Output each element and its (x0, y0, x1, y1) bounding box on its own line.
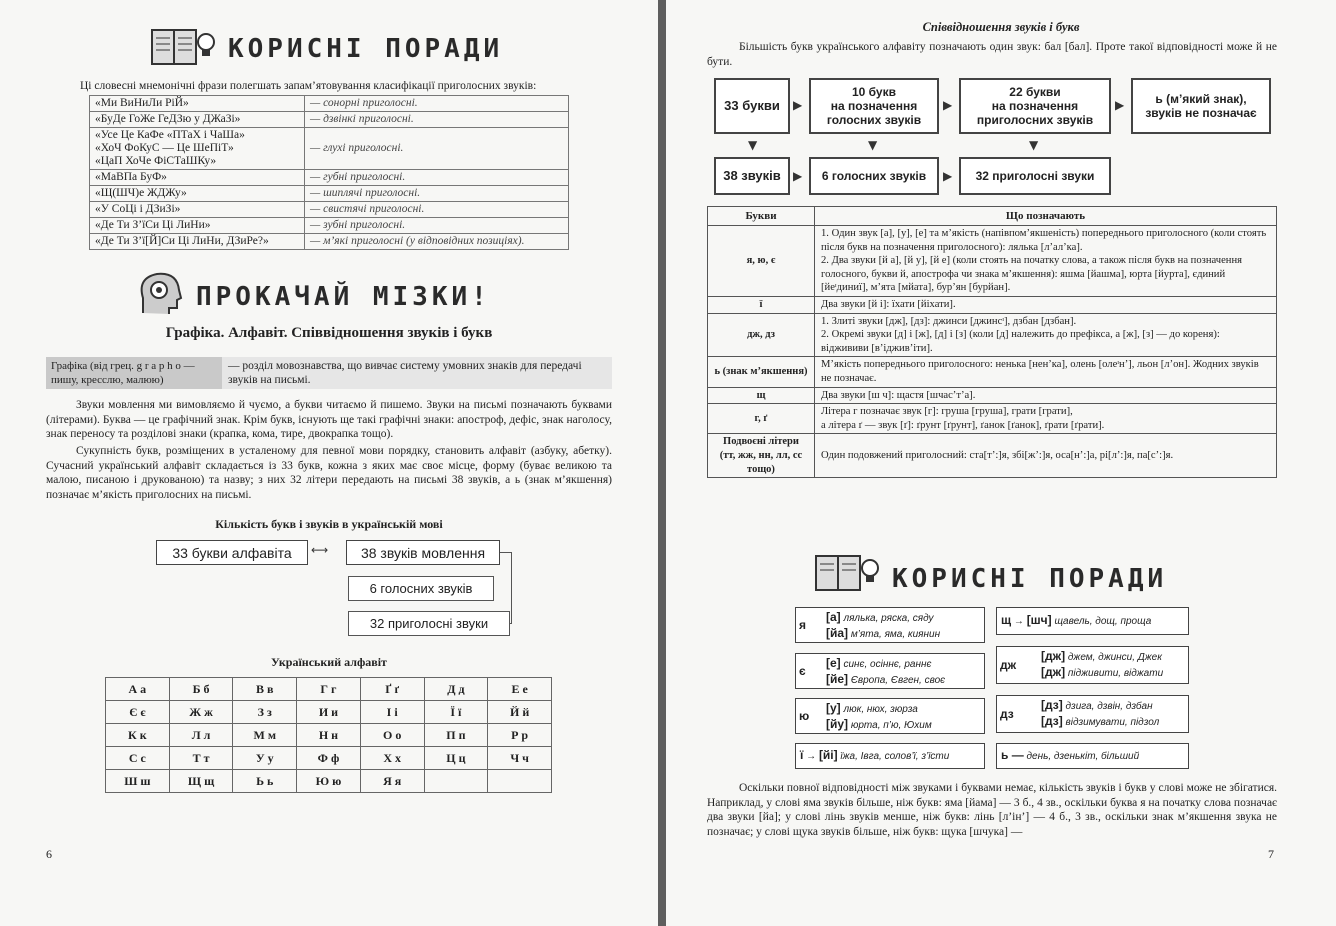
mnemonic-row (90, 234, 569, 250)
tips-title: КОРИСНІ ПОРАДИ (228, 34, 504, 64)
tip-dz: дз [дз] дзига, дзвін, дзбан [дз] відзимувати, підзол (996, 695, 1189, 733)
tips-title-right: КОРИСНІ ПОРАДИ (892, 564, 1168, 594)
page-number-left: 6 (46, 847, 52, 861)
arrow-down-icon: ▼ (868, 138, 878, 152)
alphabet-letter: М м (233, 724, 297, 747)
mnemonic-phrase: «У СоЦі і ДЗиЗі» (90, 202, 305, 218)
letters-box: 33 букви алфавіта (156, 540, 308, 565)
mnemonic-phrase: «МаВПа БуФ» (90, 170, 305, 186)
alphabet-letter: Щ щ (169, 770, 233, 793)
scheme-22-letters: 22 букви на позначення приголосних звуків (959, 78, 1111, 134)
alphabet-letter: Л л (169, 724, 233, 747)
mnemonic-table (89, 95, 569, 250)
alphabet-letter: И и (297, 701, 361, 724)
alphabet-letter: П п (424, 724, 488, 747)
definition-term: Графіка (від грец. g r a p h o — пишу, кресслю, малюю) (46, 357, 222, 389)
paragraph-1: Звуки мовлення ми вимовляємо й чуємо, а букви читаємо й пишемо. Звуки на письмі позначають буквами (літерами). Буква — це графічний знак. Крім букв, існують ще такі графічні знаки: апостроф, дефіс, знак наголосу, знак переносу та розділові знаки (крапка, кома, тире, двокрапка тощо). (46, 399, 612, 441)
alphabet-letter: Р р (488, 724, 552, 747)
definition-text: — розділ мовознавства, що вивчає систему умовних знаків для передачі звуків на письмі. (222, 357, 612, 389)
alphabet-row (106, 770, 552, 793)
scheme-32-consonants: 32 приголосні звуки (959, 157, 1111, 195)
alphabet-letter: О о (360, 724, 424, 747)
mnemonic-row (90, 112, 569, 128)
arrow-right-icon: ▶ (943, 169, 953, 183)
alphabet-letter: С с (106, 747, 170, 770)
arrow-down-icon: ▼ (1029, 138, 1039, 152)
relation-title: Співвідношення звуків і букв (922, 20, 1080, 34)
scheme-soft-sign: ь (м’який знак), звуків не позначає (1131, 78, 1271, 134)
table-value: 1. Злиті звуки [дж], [дз]: джинси [джинсᶦ], дзбан [дзбан]. 2. Окремі звуки [д] і [ж], [д] і [з] (коли [д] належить до префікса, а [ж], [з] — до кореня): віджививи [в’іджив’іти]. (815, 313, 1277, 357)
mnemonic-row (90, 96, 569, 112)
scheme-33-letters: 33 букви (714, 78, 790, 134)
arrow-right-icon: ▶ (1115, 98, 1125, 112)
alphabet-letter: З з (233, 701, 297, 724)
alphabet-letter: Г г (297, 678, 361, 701)
alphabet-letter: Ь ь (233, 770, 297, 793)
table-header: Що позначають (815, 207, 1277, 226)
table-key: я, ю, є (708, 226, 815, 297)
tip-soft-sign: ь — день, дзенькіт, більший (996, 743, 1189, 769)
alphabet-letter (424, 770, 488, 793)
right-page (666, 0, 1336, 926)
book-lamp-icon (814, 552, 882, 596)
table-row (708, 226, 1277, 297)
alphabet-table (105, 677, 552, 793)
alphabet-letter: Х х (360, 747, 424, 770)
arrow-right-icon: ▶ (793, 169, 803, 183)
table-key: г, ґ (708, 404, 815, 434)
left-page (0, 0, 658, 926)
tip-ye: є [е] синє, осіннє, раннє [йе] Європа, Євген, своє (795, 653, 985, 689)
table-value: Два звуки [ш ч]: щастя [шчас’т’а]. (815, 387, 1277, 404)
alphabet-letter: Б б (169, 678, 233, 701)
table-row (708, 313, 1277, 357)
alphabet-letter: Н н (297, 724, 361, 747)
mnemonic-value: — м’які приголосні (у відповідних позиціях). (305, 234, 569, 250)
table-value: М’якість попереднього приголосного: ненька [нен’ка], олень [олеᶦн’], льон [л’он]. Жодних звуків не позначає. (815, 357, 1277, 387)
alphabet-letter: Ї ї (424, 701, 488, 724)
alphabet-row (106, 678, 552, 701)
alphabet-letter: І і (360, 701, 424, 724)
table-row (708, 387, 1277, 404)
alphabet-row (106, 701, 552, 724)
mnemonic-row (90, 170, 569, 186)
brain-title: ПРОКАЧАЙ МІЗКИ! (196, 282, 491, 312)
alphabet-letter: Ю ю (297, 770, 361, 793)
mnemonic-value: — сонорні приголосні. (305, 96, 569, 112)
alphabet-letter: Д д (424, 678, 488, 701)
mnemonic-value: — зубні приголосні. (305, 218, 569, 234)
mnemonic-row (90, 128, 569, 170)
paragraph-2: Сукупність букв, розміщених в усталеному для певної мови порядку, становить алфавіт (азбуку, абетку). Сучасний український алфавіт складається із 33 букв, кожна з яких має своє місце, форму (буває великою та малою, писаною і друкованою) та назву; з них 32 літери передають на письмі 38 звуків, а ь (знак м’якшення) позначає м’якість приголосних на письмі. (46, 445, 612, 501)
sounds-box: 38 звуків мовлення (346, 540, 500, 565)
brain-head-icon (133, 268, 183, 318)
alphabet-letter: Є є (106, 701, 170, 724)
section-title: Графіка. Алфавіт. Співвідношення звуків і букв (165, 325, 493, 341)
relation-intro: Більшість букв українського алфавіту позначають один звук: бал [бал]. Проте такої відповідності може й не бути. (707, 41, 1277, 68)
table-header-row (708, 207, 1277, 226)
tips-intro: Ці словесні мнемонічні фрази полегшать запам’ятовування класифікації приголосних звуків: (80, 80, 537, 92)
table-key: Подвоєні літери (тт, жж, нн, лл, сс тощо) (708, 434, 815, 478)
mnemonic-value: — свистячі приголосні. (305, 202, 569, 218)
alphabet-title: Український алфавіт (271, 655, 387, 669)
mnemonic-row (90, 218, 569, 234)
table-value: Літера г позначає звук [г]: груша [груша], грати [грати], а літера ґ — звук [ґ]: ґрунт [ґрунт], ґанок [ґанок], ґрати [ґрати]. (815, 404, 1277, 434)
alphabet-letter: К к (106, 724, 170, 747)
alphabet-letter: У у (233, 747, 297, 770)
alphabet-letter: Ґ ґ (360, 678, 424, 701)
tip-sch: щ → [шч] щавель, дощ, проща (996, 607, 1189, 635)
alphabet-letter: Ж ж (169, 701, 233, 724)
tip-yu: ю [у] люк, нюх, зюрза [йу] юрта, п’ю, Юхим (795, 698, 985, 734)
table-key: щ (708, 387, 815, 404)
tip-ya: я [а] лялька, ряска, сяду [йа] м’ята, яма, киянин (795, 607, 985, 643)
letters-sounds-table (707, 206, 1277, 478)
table-row (708, 296, 1277, 313)
mnemonic-row (90, 186, 569, 202)
table-row (708, 404, 1277, 434)
alphabet-letter (488, 770, 552, 793)
mnemonic-phrase: «Щ(ШЧ)е ЖДЖу» (90, 186, 305, 202)
mnemonic-value: — губні приголосні. (305, 170, 569, 186)
table-header: Букви (708, 207, 815, 226)
mnemonic-value: — шиплячі приголосні. (305, 186, 569, 202)
alphabet-row (106, 747, 552, 770)
consonants-box: 32 приголосні звуки (348, 611, 510, 636)
count-title: Кількість букв і звуків в українській мові (215, 517, 443, 531)
arrow-right-icon: ▶ (793, 98, 803, 112)
table-key: ї (708, 296, 815, 313)
alphabet-letter: Й й (488, 701, 552, 724)
table-value: Один подовжений приголосний: ста[т’:]я, збі[ж’:]я, оса[н’:]а, рі[л’:]я, па[с’:]я. (815, 434, 1277, 478)
scheme-10-letters: 10 букв на позначення голосних звуків (809, 78, 939, 134)
tip-dzh: дж [дж] джем, джинси, Джек [дж] підживити, віджати (996, 646, 1189, 684)
alphabet-letter: В в (233, 678, 297, 701)
alphabet-letter: Ч ч (488, 747, 552, 770)
double-arrow-icon: ⟷ (311, 543, 329, 557)
alphabet-letter: А а (106, 678, 170, 701)
table-value: 1. Один звук [а], [у], [е] та м’якість (напівпом’якшеність) попереднього приголосного (коли стоять після букв на позначення приголосного): лялька [л’ал’ка]. 2. Два звуки [й а], [й у], [й е] (коли стоять на початку слова, а також після букв на позначення голосного, букви й, апострофа чи знака м’якшення): яшма [йашма], юрта [йурта], єдиний [йеᶦдиниї], м’ята [мйата], бур’ян [бурйан]. (815, 226, 1277, 297)
alphabet-letter: Ц ц (424, 747, 488, 770)
table-row (708, 357, 1277, 387)
alphabet-letter: Ф ф (297, 747, 361, 770)
mnemonic-phrase: «Усе Це КаФе «ПТаХ і ЧаШа» «ХоЧ ФоКуС — Це ШеПіТ» «ЦаП ХоЧе ФіСТаШКу» (90, 128, 305, 170)
page-number-right: 7 (1268, 847, 1274, 861)
mnemonic-value: — глухі приголосні. (305, 128, 569, 170)
alphabet-letter: Я я (360, 770, 424, 793)
table-key: дж, дз (708, 313, 815, 357)
closing-paragraph: Оскільки повної відповідності між звуками і буквами немає, кількість звуків і букв у слові може не збігатися. Наприклад, у слові яма звуків більше, ніж букв: яма [йама] — 3 б., 4 зв., оскільки буква я на початку слова позначає два звуки [йа]; у слові лінь звуків менше, ніж букв: лінь [л’ін’] — 4 б., 3 зв., оскільки знак м’якшення звука не позначає; у слові щука звуків більше, ніж букв: щука [шчука] — (707, 782, 1277, 838)
mnemonic-phrase: «БуДе ГоЖе ГеДЗю у ДЖаЗі» (90, 112, 305, 128)
mnemonic-row (90, 202, 569, 218)
table-value: Два звуки [й і]: їхати [йіхати]. (815, 296, 1277, 313)
table-key: ь (знак м’якшення) (708, 357, 815, 387)
vowels-box: 6 голосних звуків (348, 576, 494, 601)
alphabet-letter: Т т (169, 747, 233, 770)
mnemonic-phrase: «Де Ти З’ї[Й]Си Ці ЛиНи, ДЗиРе?» (90, 234, 305, 250)
mnemonic-phrase: «Ми ВиНиЛи РіЙ» (90, 96, 305, 112)
tip-yi: ї → [йі] їжа, Івга, солов’ї, з’їсти (795, 743, 985, 769)
arrow-right-icon: ▶ (943, 98, 953, 112)
alphabet-letter: Ш ш (106, 770, 170, 793)
scheme-38-sounds: 38 звуків (714, 157, 790, 195)
scheme-6-vowels: 6 голосних звуків (809, 157, 939, 195)
mnemonic-value: — дзвінкі приголосні. (305, 112, 569, 128)
alphabet-row (106, 724, 552, 747)
alphabet-letter: Е е (488, 678, 552, 701)
book-lamp-icon (150, 26, 218, 70)
mnemonic-phrase: «Де Ти З’їСи Ці ЛиНи» (90, 218, 305, 234)
arrow-down-icon: ▼ (748, 138, 758, 152)
table-row (708, 434, 1277, 478)
